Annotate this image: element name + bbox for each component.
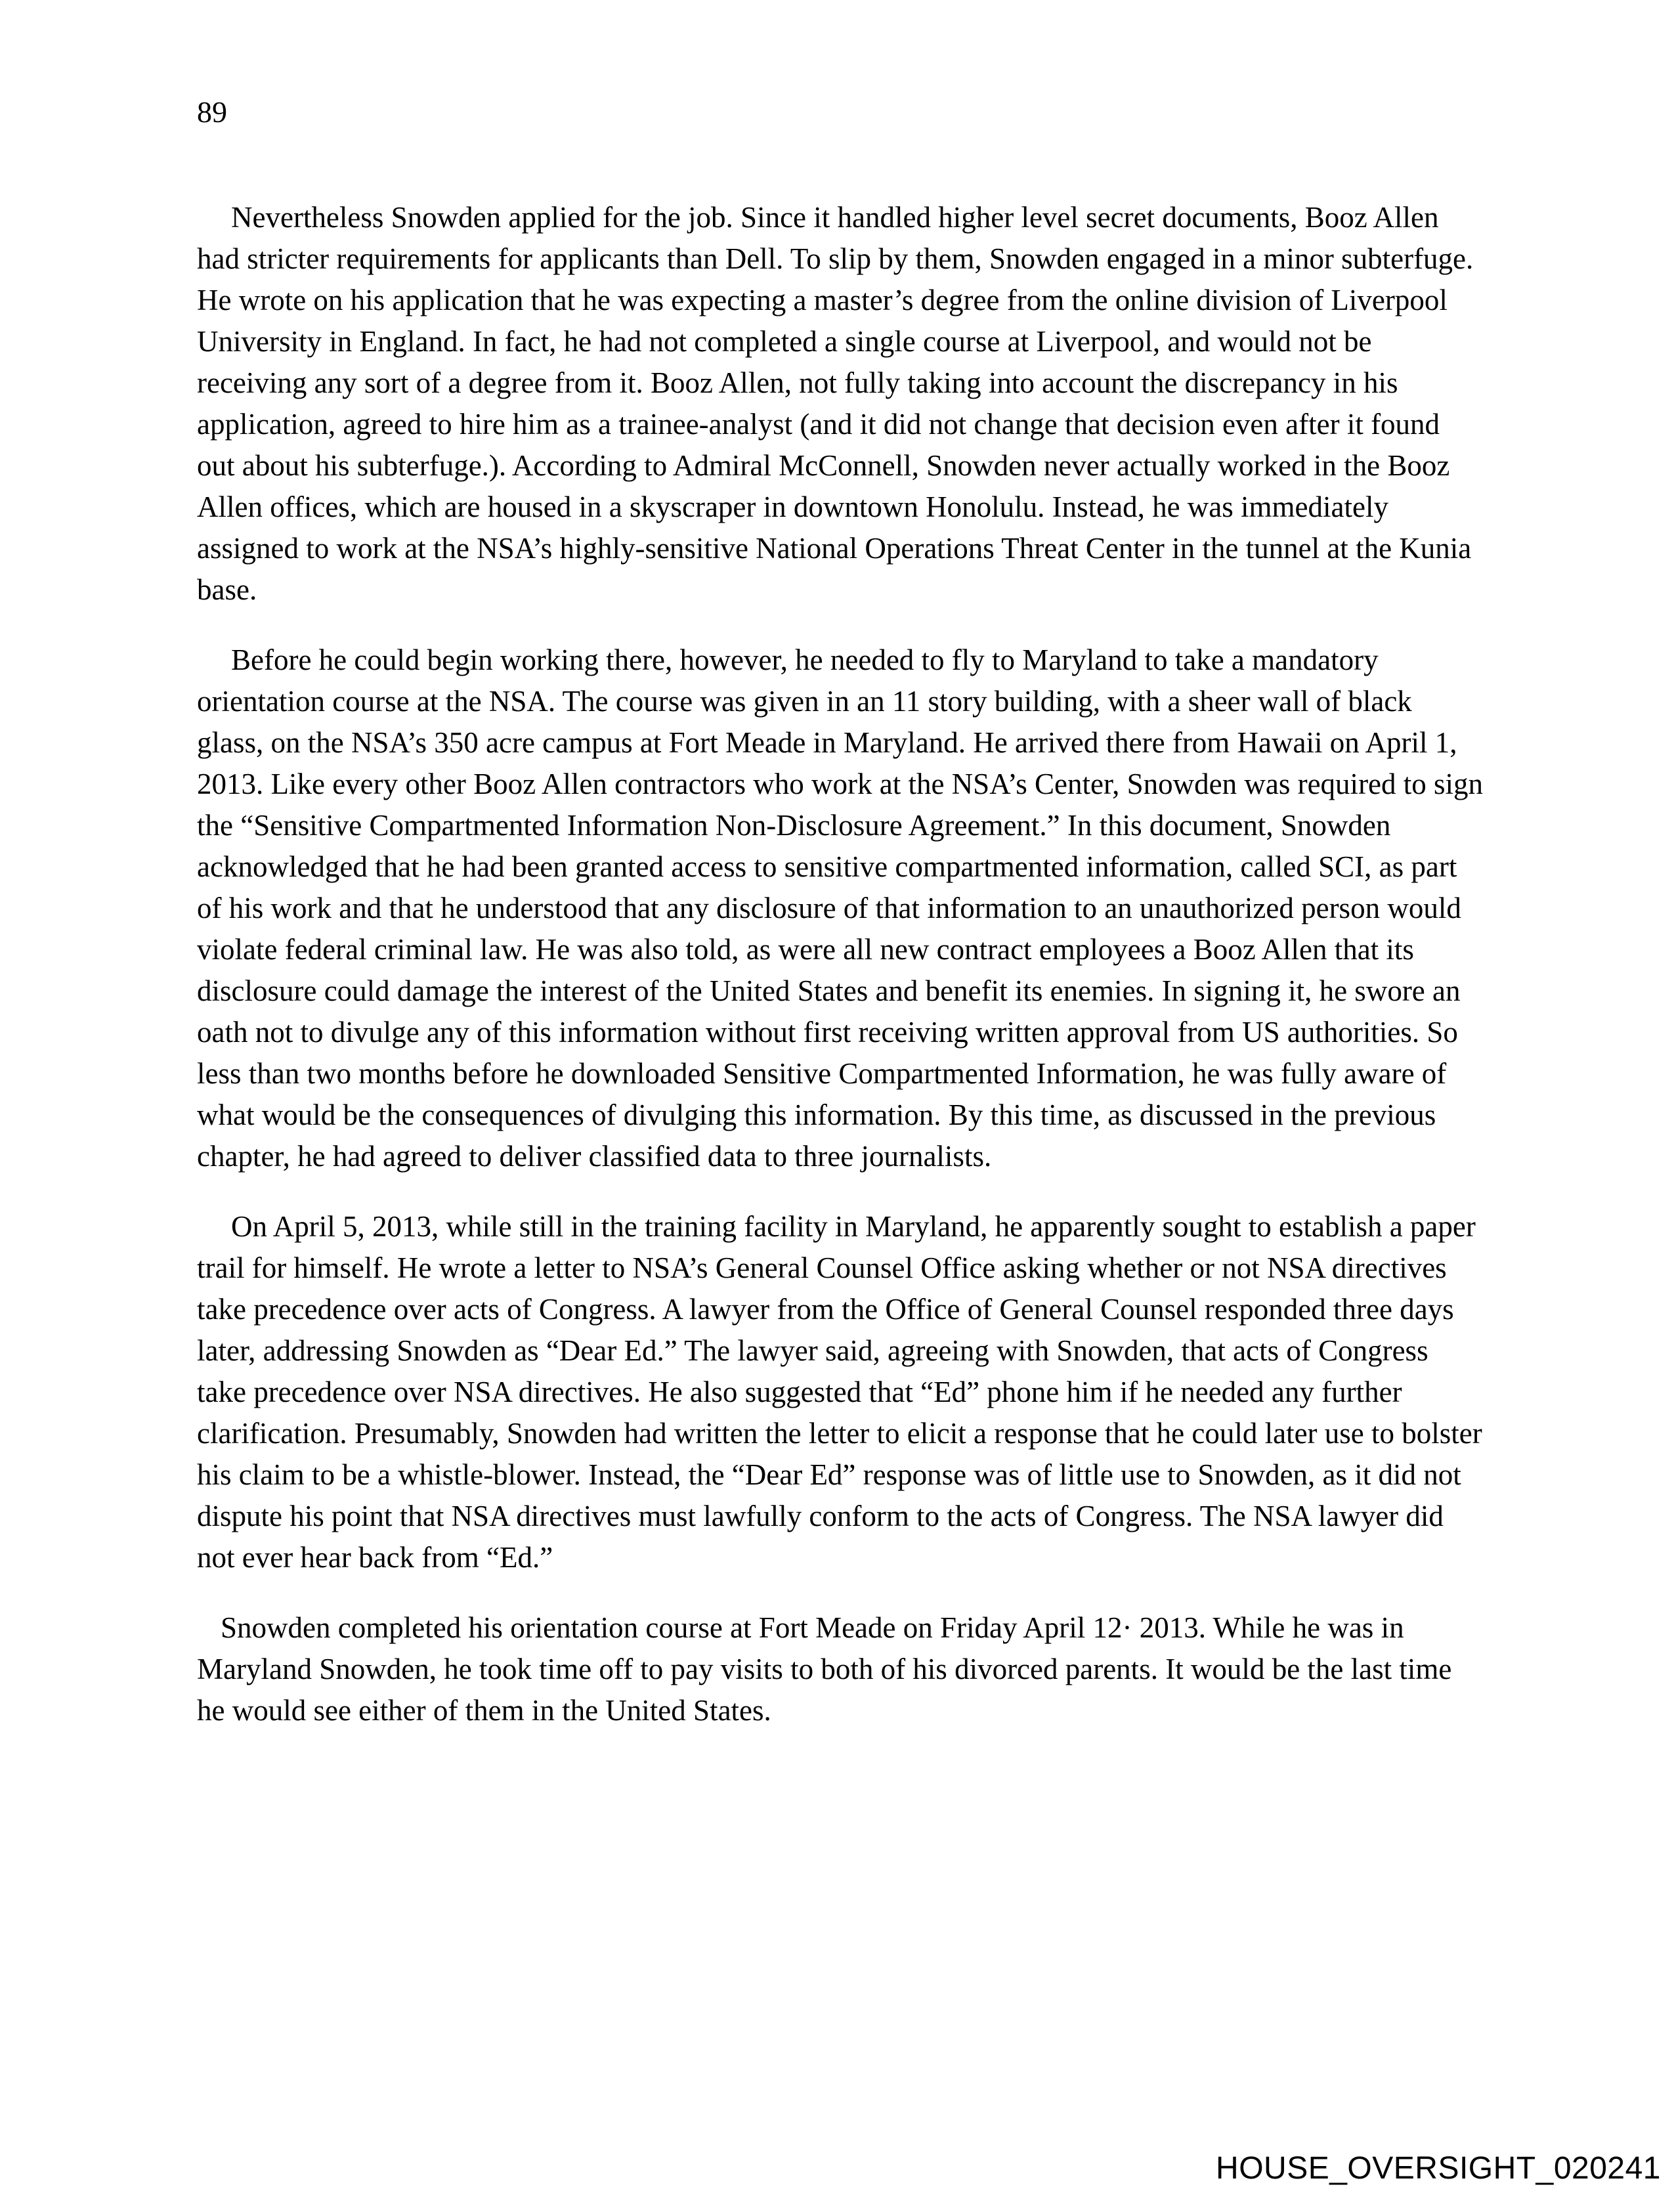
page-content <box>197 197 1484 1760</box>
bates-stamp: HOUSE_OVERSIGHT_020241 <box>1216 2151 1661 2186</box>
paragraph-paper-trail-letter: On April 5, 2013, while still in the training facility in Maryland, he apparently sought to establish a paper trail for himself. He wrote a letter to NSA’s General Counsel Office asking whether or not NSA directives take precedence over acts of Congress. A lawyer from the Office of General Counsel responded three days later, addressing Snowden as “Dear Ed.” The lawyer said, agreeing with Snowden, that acts of Congress take precedence over NSA directives. He also suggested that “Ed” phone him if he needed any further clarification. Presumably, Snowden had written the letter to elicit a response that he could later use to bolster his claim to be a whistle-blower. Instead, the “Dear Ed” response was of little use to Snowden, as it did not dispute his point that NSA directives must lawfully conform to the acts of Congress. The NSA lawyer did not ever hear back from “Ed.” <box>197 1210 1482 1574</box>
paragraph-orientation-nda: Before he could begin working there, however, he needed to fly to Maryland to take a mandatory orientation course at the NSA. The course was given in an 11 story building, with a sheer wall of black glass, on the NSA’s 350 acre campus at Fort Meade in Maryland. He arrived there from Hawaii on April 1, 2013. Like every other Booz Allen contractors who work at the NSA’s Center, Snowden was required to sign the “Sensitive Compartmented Information Non-Disclosure Agreement.” In this document, Snowden acknowledged that he had been granted access to sensitive compartmented information, called SCI, as part of his work and that he understood that any disclosure of that information to an unauthorized person would violate federal criminal law. He was also told, as were all new contract employees a Booz Allen that its disclosure could damage the interest of the United States and benefit its enemies. In signing it, he swore an oath not to divulge any of this information without first receiving written approval from US authorities. So less than two months before he downloaded Sensitive Compartmented Information, he was fully aware of what would be the consequences of divulging this information. By this time, as discussed in the previous chapter, he had agreed to deliver classified data to three journalists. <box>197 643 1484 1173</box>
paragraph-course-completion: Snowden completed his orientation course at Fort Meade on Friday April 12· 2013. While he was in Maryland Snowden, he took time off to pay visits to both of his divorced parents. It would be the last time he would see either of them in the United States. <box>197 1611 1452 1727</box>
paragraph-booz-allen-application: Nevertheless Snowden applied for the job. Since it handled higher level secret documents, Booz Allen had stricter requirements for applicants than Dell. To slip by them, Snowden engaged in a minor subterfuge. He wrote on his application that he was expecting a master’s degree from the online division of Liverpool University in England. In fact, he had not completed a single course at Liverpool, and would not be receiving any sort of a degree from it. Booz Allen, not fully taking into account the discrepancy in his application, agreed to hire him as a trainee-analyst (and it did not change that decision even after it found out about his subterfuge.). According to Admiral McConnell, Snowden never actually worked in the Booz Allen offices, which are housed in a skyscraper in downtown Honolulu. Instead, he was immediately assigned to work at the NSA’s highly-sensitive National Operations Threat Center in the tunnel at the Kunia base. <box>197 201 1474 606</box>
page-number: 89 <box>197 95 227 129</box>
